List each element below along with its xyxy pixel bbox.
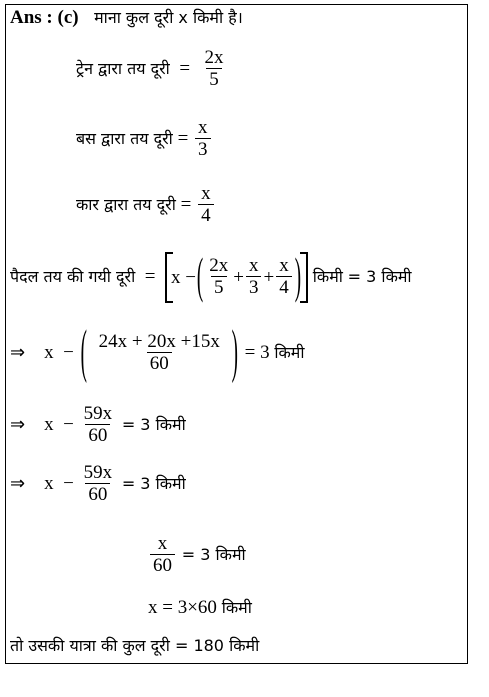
walk-bracket: x − ( $\frac{2x}{5}$ + $\frac{x}{3}$ + $\frac{x}{4}$ ) — [165, 252, 308, 303]
bus-fraction: $\frac{x}{3}$ — [195, 118, 211, 161]
equation-5: x = 3×60 किमी — [148, 597, 252, 618]
car-label: कार द्वारा तय दूरी — [76, 194, 176, 214]
train-label: ट्रेन द्वारा तय दूरी — [76, 58, 170, 78]
answer-intro: माना कुल दूरी x किमी है। — [94, 8, 243, 27]
bus-label: बस द्वारा तय दूरी — [76, 128, 173, 148]
car-distance-line: कार द्वारा तय दूरी = $\frac{x}{4}$ — [76, 184, 216, 227]
walk-result: = 3 किमी — [347, 266, 412, 286]
walk-unit: किमी — [312, 266, 343, 286]
train-distance-line: ट्रेन द्वारा तय दूरी = $\frac{2x}{5}$ — [76, 48, 229, 91]
bus-distance-line: बस द्वारा तय दूरी = $\frac{x}{3}$ — [76, 118, 213, 161]
walk-distance-line: पैदल तय की गयी दूरी = x − ( $\frac{2x}{5}$ + $\frac{x}{3}$ + $\frac{x}{4}$ ) किमी = 3 किमी — [10, 250, 412, 305]
equation-1: ⇒ x − ( $\frac{24x + 20x +15x}{60}$ ) = 3 किमी — [10, 320, 305, 386]
final-answer: तो उसकी यात्रा की कुल दूरी = 180 किमी — [10, 636, 260, 655]
train-fraction: $\frac{2x}{5}$ — [204, 47, 224, 90]
car-fraction: $\frac{x}{4}$ — [198, 184, 214, 227]
equation-3: ⇒ x − $\frac{59x}{60}$ = 3 किमी — [10, 462, 186, 505]
equation-2: ⇒ x − $\frac{59x}{60}$ = 3 किमी — [10, 403, 186, 446]
walk-label: पैदल तय की गयी दूरी — [10, 266, 136, 286]
answer-intro-line — [10, 8, 243, 27]
answer-label: Ans : (c) — [10, 7, 79, 28]
equation-4: $\frac{x}{60}$ = 3 किमी — [148, 534, 246, 577]
